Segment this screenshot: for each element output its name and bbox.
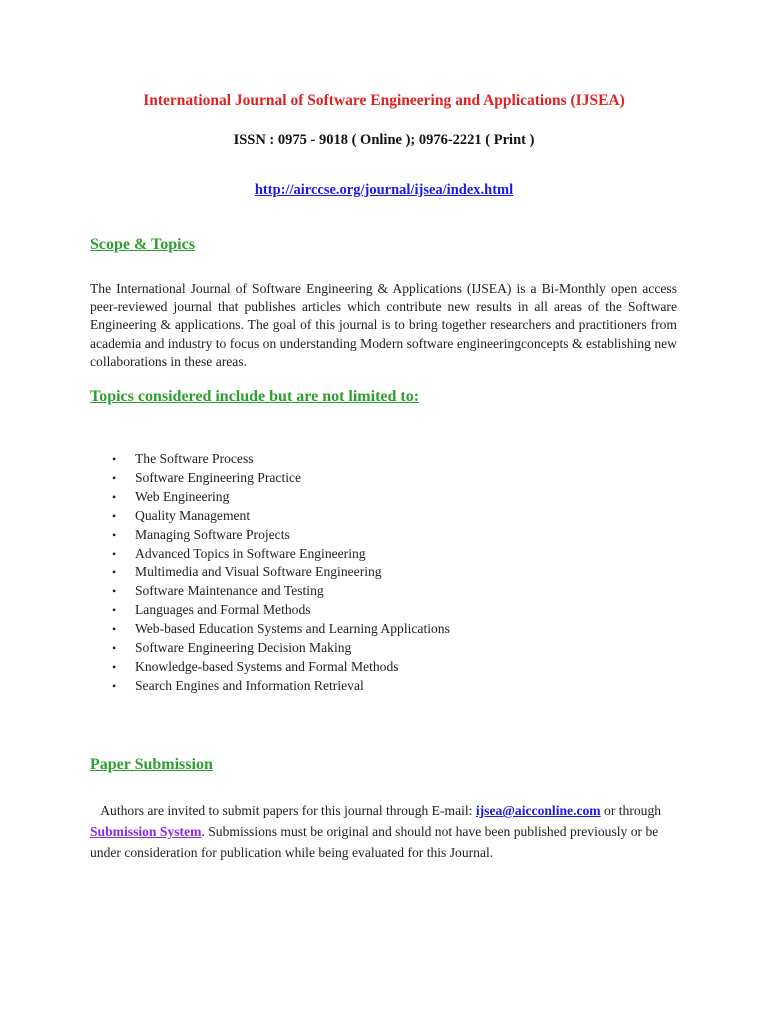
topic-label: Software Engineering Decision Making: [135, 640, 352, 656]
list-item: [90, 563, 450, 582]
topic-label: Web Engineering: [135, 488, 230, 504]
bullet-icon: •: [112, 622, 117, 637]
topic-label: Languages and Formal Methods: [135, 602, 311, 618]
topic-label: Software Maintenance and Testing: [135, 583, 324, 599]
list-item: [90, 450, 450, 469]
list-item: [90, 601, 450, 620]
scope-heading: Scope & Topics: [90, 236, 195, 253]
topic-label: Search Engines and Information Retrieval: [135, 677, 364, 693]
list-item: [90, 658, 450, 677]
journal-title: International Journal of Software Engineering and Applications (IJSEA): [143, 92, 625, 109]
list-item: [90, 639, 450, 658]
topic-label: Quality Management: [135, 507, 251, 523]
journal-url-link[interactable]: http://airccse.org/journal/ijsea/index.html: [254, 182, 514, 198]
topic-label: Knowledge-based Systems and Formal Methods: [135, 658, 399, 674]
submission-text-or: or through: [600, 803, 662, 818]
topic-label: Managing Software Projects: [135, 526, 290, 542]
submission-heading: Paper Submission: [90, 756, 213, 773]
submission-text-intro: Authors are invited to submit papers for this journal through E-mail:: [100, 803, 476, 818]
bullet-icon: •: [112, 508, 117, 523]
journal-url-line: [0, 182, 768, 199]
list-item: [90, 582, 450, 601]
topics-heading: Topics considered include but are not limited to:: [90, 388, 420, 405]
scope-paragraph: The International Journal of Software Engineering & Applications (IJSEA) is a Bi-Monthly open access peer-reviewed journal that publishes articles which contribute new results in all areas of the Software Engineering & applications. The goal of this journal is to bring together researchers and practitioners from academia and industry to focus on understanding Modern software engineeringconcepts & establishing new collaborations in these areas.: [90, 281, 677, 369]
bullet-icon: •: [112, 470, 117, 485]
submission-text-rest: . Submissions must be original and should not have been published previously or be under consideration for publication while being evaluated for this Journal.: [90, 824, 659, 860]
list-item: [90, 677, 450, 696]
topic-label: Web-based Education Systems and Learning Applications: [135, 621, 450, 637]
list-item: [90, 507, 450, 526]
bullet-icon: •: [112, 678, 117, 693]
bullet-icon: •: [112, 489, 117, 504]
topic-label: Advanced Topics in Software Engineering: [135, 545, 366, 561]
bullet-icon: •: [112, 546, 117, 561]
bullet-icon: •: [112, 452, 117, 466]
list-item: [90, 620, 450, 639]
list-item: [90, 469, 450, 488]
topic-label: Multimedia and Visual Software Engineering: [135, 564, 382, 580]
email-link[interactable]: ijsea@aicconline.com: [475, 803, 601, 818]
bullet-icon: •: [112, 641, 117, 656]
issn-line: ISSN : 0975 - 9018 ( Online ); 0976-2221 ( Print ): [233, 132, 535, 148]
bullet-icon: •: [112, 659, 117, 674]
bullet-icon: •: [112, 584, 117, 599]
topic-label: Software Engineering Practice: [135, 469, 302, 485]
bullet-icon: •: [112, 603, 117, 618]
topic-list: [90, 450, 450, 696]
bullet-icon: •: [112, 565, 117, 580]
topic-label: The Software Process: [135, 451, 254, 466]
submission-system-link[interactable]: Submission System: [90, 824, 202, 839]
list-item: [90, 545, 450, 564]
bullet-icon: •: [112, 527, 117, 542]
list-item: [90, 488, 450, 507]
submission-paragraph: [90, 800, 680, 863]
list-item: [90, 526, 450, 545]
